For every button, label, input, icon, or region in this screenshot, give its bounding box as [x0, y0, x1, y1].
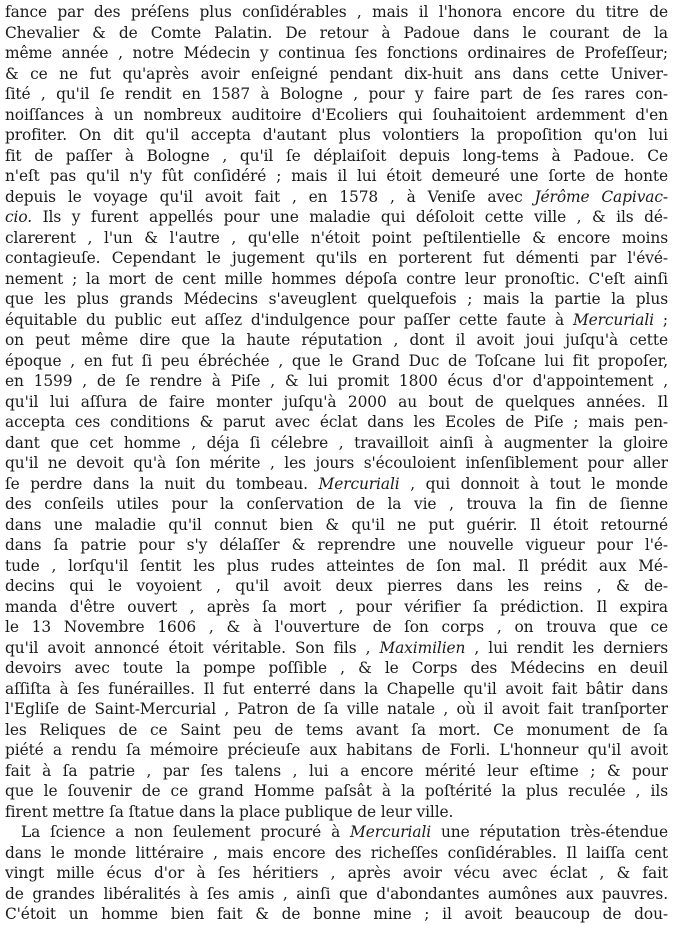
text-line: qu'il ne devoit qu'à ſon mérite , les jours s'écouloient inſenſiblement pour aller [5, 454, 668, 472]
text-line: & ce ne fut qu'après avoir enſeigné pendant dix-huit ans dans cette Univer- [5, 64, 668, 83]
text-line: C'étoit un homme bien fait & de bonne mine ; il avoit beaucoup de dou- [5, 905, 668, 923]
text-line: devoirs avec toute la pompe poſſible , & le Corps des Médecins en deuil [5, 659, 668, 677]
text-line: le 13 Novembre 1606 , & à l'ouverture de ſon corps , on trouva que ce [5, 618, 668, 636]
text-line: profiter. On dit qu'il accepta d'autant plus volontiers la propoſition qu'on lui [5, 126, 668, 144]
italic-name: Mercuriali [350, 823, 432, 841]
text-line: les Reliques de ce Saint peu de tems avant ſa mort. Ce monument de ſa [5, 720, 668, 739]
text-line: on peut même dire que la haute réputation , dont il avoit joui juſqu'à cette [5, 331, 668, 349]
text-line: dant que cet homme , déja ſi célebre , travailloit ainſi à augmenter la gloire [5, 433, 668, 452]
text-line: ſe perdre dans la nuit du tombeau. Mercuriali , qui donnoit à tout le monde [5, 474, 668, 493]
text-line: depuis le voyage qu'il avoit fait , en 1578 , à Veniſe avec Jérôme Capivac- [5, 187, 668, 206]
text-line: qu'il avoit annoncé étoit véritable. Son fils , Maximilien , lui rendit les derniers [5, 638, 668, 657]
text-line: équitable du public eut aſſez d'indulgence pour paſſer cette faute à Mercuriali ; [5, 310, 668, 329]
text-line: des conſeils utiles pour la conſervation de la vie , trouva la fin de ſienne [5, 495, 668, 513]
text-line: firent mettre ſa ſtatue dans la place publique de leur ville. [5, 802, 454, 821]
text-line: cio. Ils y furent appellés pour une maladie qui déſoloit cette ville , & ils dé- [5, 208, 668, 226]
text-line: dans une maladie qu'il connut bien & qu'il ne put guérir. Il étoit retourné [5, 515, 668, 534]
italic-name: cio. [5, 208, 33, 226]
text-line: en 1599 , de ſe rendre à Piſe , & lui promit 1800 écus d'or d'appointement , [5, 372, 668, 390]
text-line: fait à ſa patrie , par ſes talens , lui a encore mérité leur eſtime ; & pour [5, 761, 668, 780]
text-line: piété a rendu ſa mémoire précieuſe aux habitans de Forli. L'honneur qu'il avoit [5, 741, 668, 759]
text-line: qu'il lui aſſura de faire monter juſqu'à 2000 au bout de quelques années. Il [5, 392, 668, 411]
italic-name: Mercuriali [572, 310, 654, 329]
text-line: nement ; la mort de cent mille hommes dépoſa contre leur pronoſtic. C'eſt ainſi [5, 269, 668, 288]
text-line: l'Egliſe de Saint-Mercurial , Patron de ſa ville natale , où il avoit fait tranſporter [5, 700, 668, 718]
text-line: ſité , qu'il ſe rendit en 1587 à Bologne , pour y faire part de ſes rares con- [5, 85, 668, 103]
text-line: contagieuſe. Cependant le jugement qu'ils en porterent fut démenti par l'évé- [5, 249, 668, 267]
text-line: clarerent , l'un & l'autre , qu'elle n'étoit point peſtilentielle & encore moins [5, 228, 668, 247]
italic-name: Maximilien [379, 638, 466, 657]
text-line: même année , notre Médecin y continua ſes fonctions ordinaires de Profeſſeur; [5, 44, 668, 62]
text-line: aſſiſta à ſes funérailles. Il fut enterré dans la Chapelle qu'il avoit fait bâtir dans [5, 679, 668, 698]
text-line: époque , en fut ſi peu ébréchée , que le Grand Duc de Toſcane lui fit propoſer, [5, 351, 668, 370]
text-line: accepta ces conditions & parut avec éclat dans les Ecoles de Piſe ; mais pen- [5, 413, 668, 431]
italic-name: Mercuriali [318, 474, 400, 493]
text-line: que le ſouvenir de ce grand Homme paſsât à la poſtérité la plus reculée , ils [5, 782, 668, 800]
text-line: decins qui le voyoient , qu'il avoit deux pierres dans les reins , & de- [5, 577, 668, 595]
text-line: tude , lorſqu'il ſentit les plus rudes atteintes de ſon mal. Il prédit aux Mé- [5, 556, 668, 575]
text-line: vingt mille écus d'or à ſes héritiers , après avoir vécu avec éclat , & fait [5, 864, 668, 882]
text-line: dans ſa patrie pour s'y délaſſer & reprendre une nouvelle vigueur pour l'é- [5, 536, 668, 554]
text-line: n'eſt pas qu'il n'y fût conſidéré ; mais il lui étoit demeuré une ſorte de honte [5, 167, 668, 185]
text-line: La ſcience a non ſeulement procuré à Mercuriali une réputation très-étendue [21, 823, 668, 841]
text-line: dans le monde littéraire , mais encore des richeſſes conſidérables. Il laiſſa cent [5, 843, 668, 862]
italic-name: Jérôme Capivac- [534, 187, 668, 206]
text-line: fit de paſſer à Bologne , qu'il ſe déplaiſoit depuis long-tems à Padoue. Ce [5, 146, 668, 165]
text-line: que les plus grands Médecins s'aveuglent quelquefois ; mais la partie la plus [5, 290, 668, 308]
text-line: Chevalier & de Comte Palatin. De retour à Padoue dans le courant de la [5, 23, 668, 42]
text-line: fance par des préſens plus conſidérables , mais il l'honora encore du titre de [5, 3, 668, 21]
text-line: noiſſances à un nombreux auditoire d'Ecoliers qui ſouhaitoient ardemment d'en [5, 105, 668, 124]
text-line: manda d'être ouvert , après ſa mort , pour vérifier ſa prédiction. Il expira [5, 597, 668, 616]
document-page [5, 2, 668, 925]
text-line: de grandes libéralités à ſes amis , ainſi que d'abondantes aumônes aux pauvres. [5, 884, 668, 903]
